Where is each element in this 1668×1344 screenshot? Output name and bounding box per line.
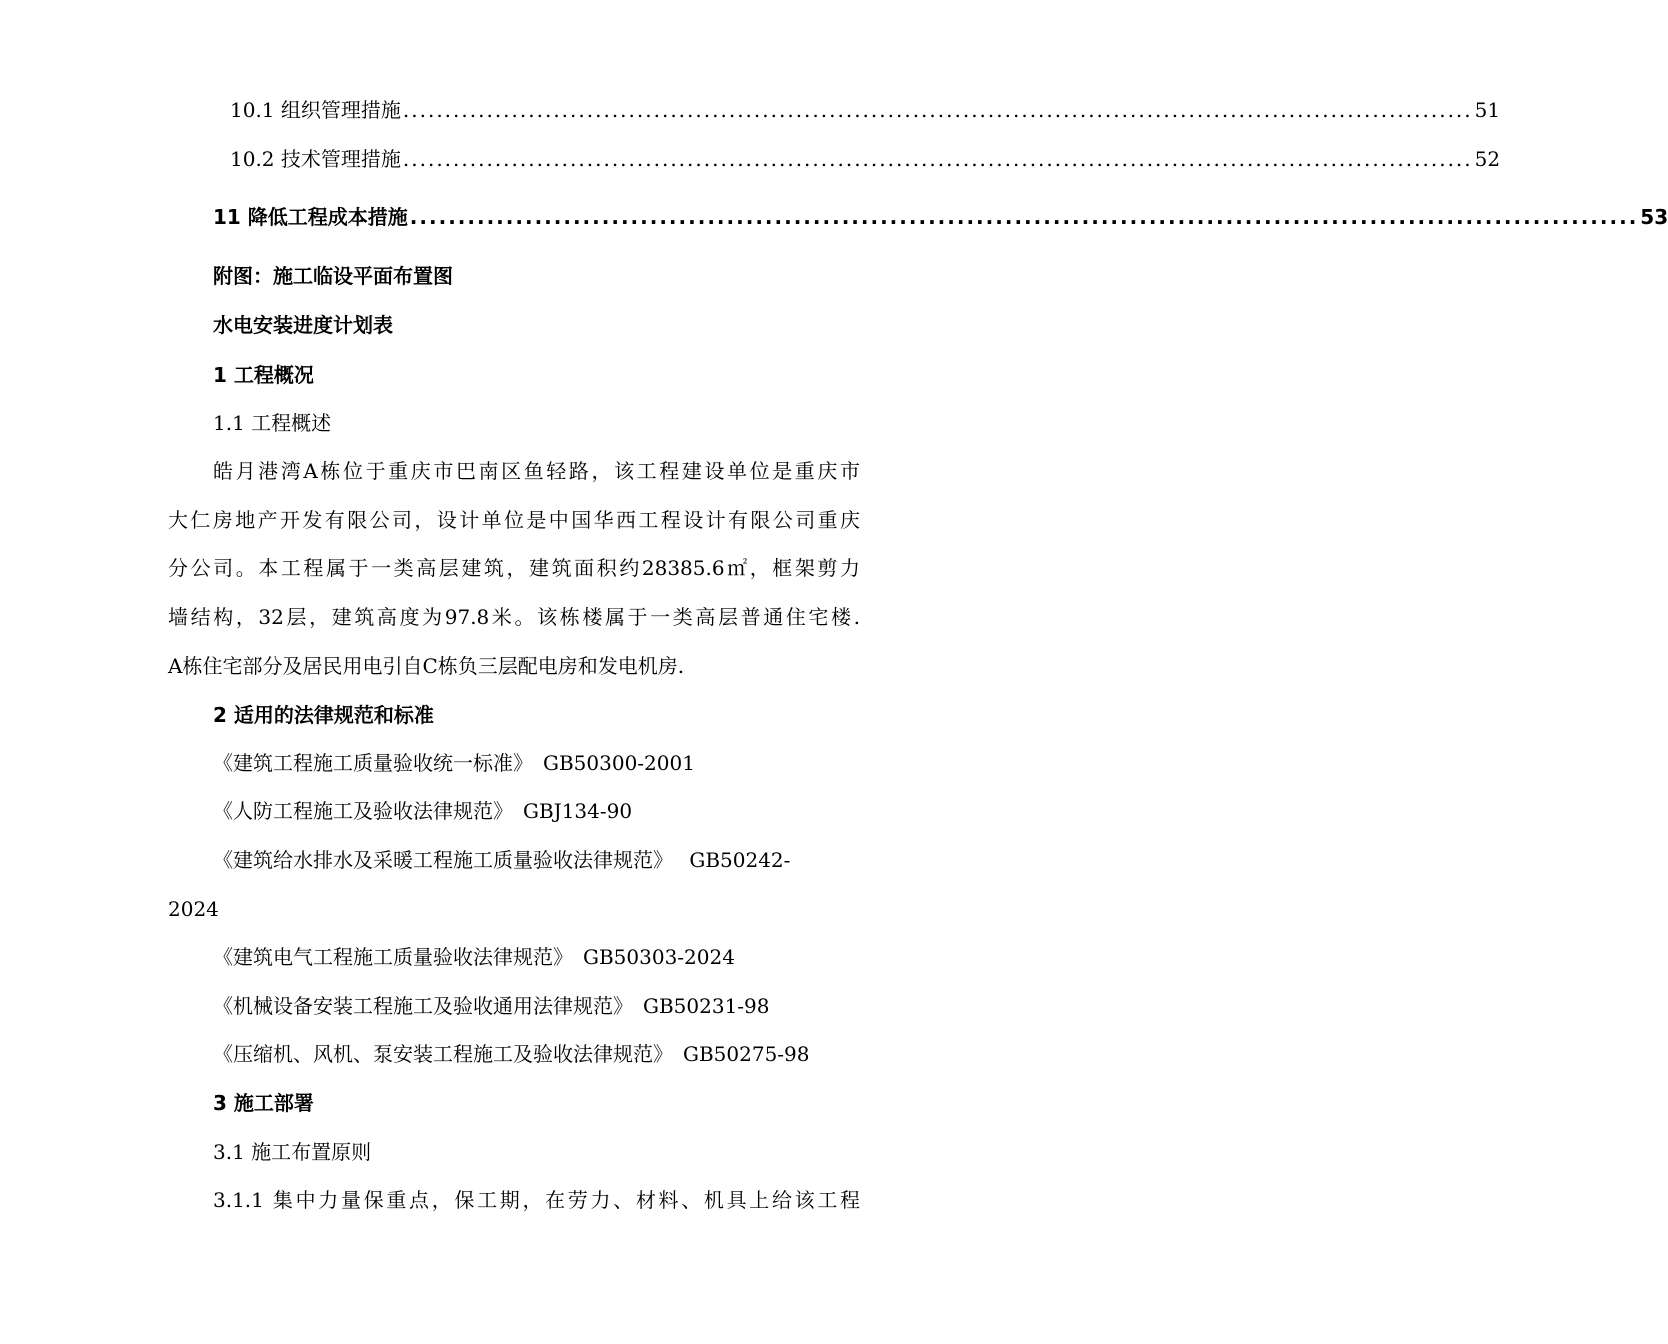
section-1-1-heading: 1.1 工程概述 [213, 411, 332, 435]
toc-page-number: 53 [1640, 205, 1668, 229]
section-3-heading: 3 施工部署 [213, 1091, 314, 1115]
paragraph-line: 皓月港湾A栋位于重庆市巴南区鱼轻路，该工程建设单位是重庆市 [213, 459, 860, 483]
toc-leader-dots: ................................................................................................................................ [409, 205, 1639, 229]
toc-entry-11[interactable] [213, 203, 1668, 231]
section-3-1-heading: 3.1 施工布置原则 [213, 1140, 372, 1164]
paragraph-line: A栋住宅部分及居民用电引自C栋负三层配电房和发电机房. [168, 654, 685, 678]
toc-entry-10-2[interactable] [230, 145, 1501, 173]
standard-item: 《建筑电气工程施工质量验收法律规范》 GB50303-2024 [213, 945, 735, 969]
toc-entry-title: 10.2 技术管理措施 [230, 147, 401, 171]
toc-entry-10-1[interactable] [230, 96, 1501, 124]
standard-item: 《建筑给水排水及采暖工程施工质量验收法律规范》 GB50242- [213, 848, 791, 872]
standard-item: 《人防工程施工及验收法律规范》 GBJ134-90 [213, 799, 633, 823]
toc-leader-dots: ................................................................................................................................ [402, 147, 1473, 171]
appendix-schedule-title: 水电安装进度计划表 [213, 313, 393, 337]
section-2-heading: 2 适用的法律规范和标准 [213, 703, 434, 727]
standard-item-continuation: 2024 [168, 897, 219, 921]
appendix-figure-title: 附图：施工临设平面布置图 [213, 264, 453, 288]
paragraph-line: 墙结构，32层，建筑高度为97.8米。该栋楼属于一类高层普通住宅楼. [168, 605, 860, 629]
toc-leader-dots: ................................................................................................................................ [402, 98, 1473, 122]
toc-page-number: 52 [1474, 147, 1501, 171]
standard-item: 《机械设备安装工程施工及验收通用法律规范》 GB50231-98 [213, 994, 770, 1018]
toc-entry-title: 11 降低工程成本措施 [213, 205, 408, 229]
toc-entry-title: 10.1 组织管理措施 [230, 98, 401, 122]
paragraph-line: 大仁房地产开发有限公司，设计单位是中国华西工程设计有限公司重庆 [168, 508, 860, 532]
toc-page-number: 51 [1474, 98, 1501, 122]
standard-item: 《建筑工程施工质量验收统一标准》 GB50300-2001 [213, 751, 695, 775]
section-3-1-1-text: 3.1.1 集中力量保重点，保工期，在劳力、材料、机具上给该工程 [213, 1188, 860, 1212]
standard-item: 《压缩机、风机、泵安装工程施工及验收法律规范》 GB50275-98 [213, 1042, 810, 1066]
paragraph-line: 分公司。本工程属于一类高层建筑，建筑面积约28385.6㎡，框架剪力 [168, 556, 860, 580]
section-1-heading: 1 工程概况 [213, 363, 314, 387]
